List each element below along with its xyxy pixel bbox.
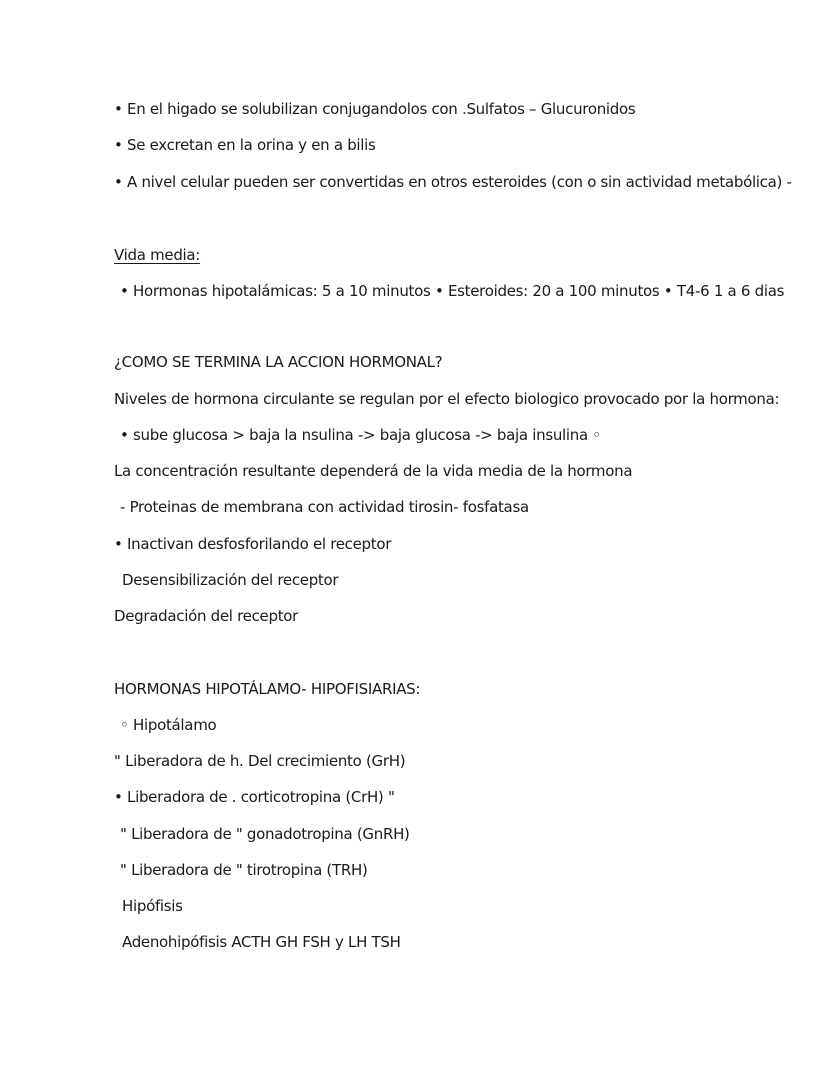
text-line-niveles: Niveles de hormona circulante se regulan por el efecto biologico provocado por la hormona: [114,390,780,408]
text-line-proteinas: - Proteinas de membrana con actividad tirosin- fosfatasa [120,498,529,516]
text-line-liberadora-crecimiento: " Liberadora de h. Del crecimiento (GrH) [114,752,406,770]
text-line-sube-glucosa: • sube glucosa > baja la nsulina -> baja glucosa -> baja insulina ◦ [120,426,601,444]
text-line-liberadora-tirotropina: " Liberadora de " tirotropina (TRH) [120,861,368,879]
text-line-excretan: • Se excretan en la orina y en a bilis [114,136,376,154]
text-line-higado: • En el higado se solubilizan conjugandolos con .Sulfatos – Glucuronidos [114,100,636,118]
text-line-hipotalamo: ◦ Hipotálamo [120,716,217,734]
text-line-nivel-celular: • A nivel celular pueden ser convertidas en otros esteroides (con o sin actividad metabólica) - [114,173,792,191]
text-line-adenohipofisis: Adenohipófisis ACTH GH FSH y LH TSH [122,933,401,951]
text-line-desensibilizacion: Desensibilización del receptor [122,571,339,589]
text-line-hipofisis: Hipófisis [122,897,183,915]
text-line-liberadora-gonadotropina: " Liberadora de " gonadotropina (GnRH) [120,825,410,843]
heading-vida-media: Vida media: [114,246,201,264]
text-line-concentracion: La concentración resultante dependerá de la vida media de la hormona [114,462,633,480]
heading-hormonas-hipotalamo: HORMONAS HIPOTÁLAMO- HIPOFISIARIAS: [114,680,421,698]
text-line-inactivan: • Inactivan desfosforilando el receptor [114,535,392,553]
text-line-liberadora-corticotropina: • Liberadora de . corticotropina (CrH) " [114,788,395,806]
text-line-vida-media: • Hormonas hipotalámicas: 5 a 10 minutos • Esteroides: 20 a 100 minutos • T4-6 1 a 6 dias [120,282,785,300]
text-line-degradacion: Degradación del receptor [114,607,299,625]
heading-accion-hormonal: ¿COMO SE TERMINA LA ACCION HORMONAL? [114,353,443,371]
